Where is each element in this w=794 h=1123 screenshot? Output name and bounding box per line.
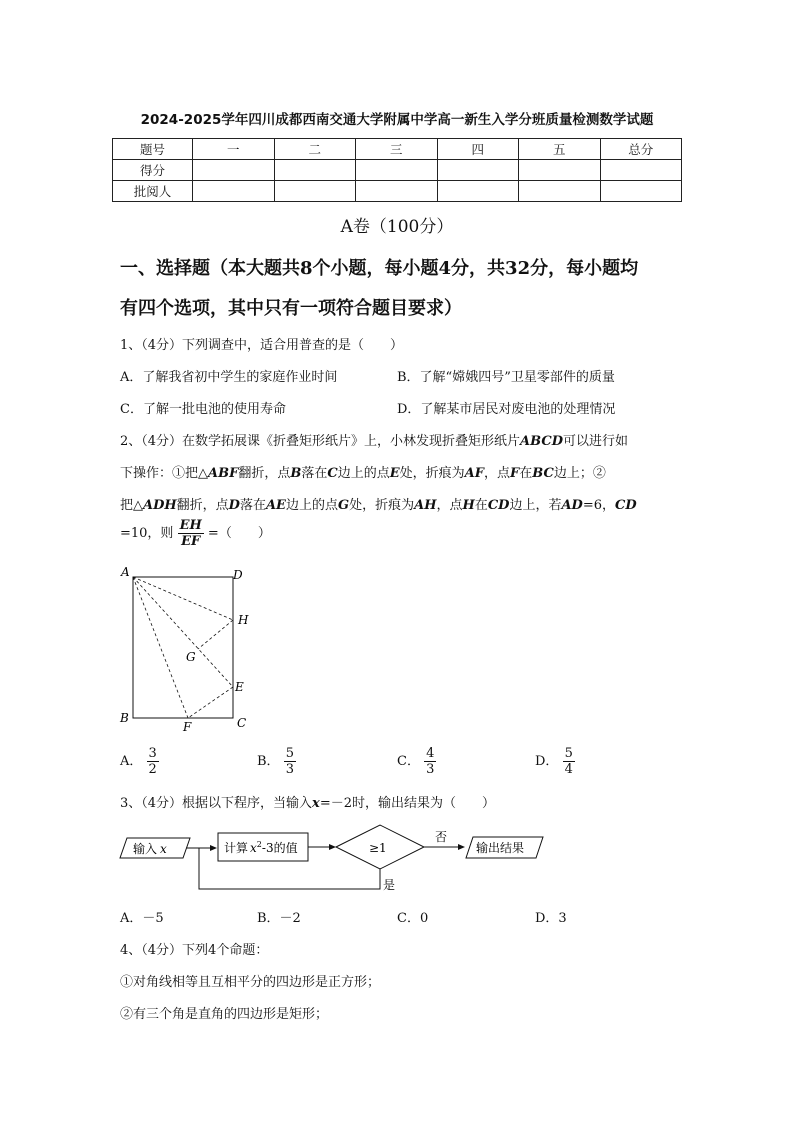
q2-text: 把△: [120, 498, 143, 513]
score-row-label: 批阅人: [113, 181, 193, 202]
q3-text: =－2时，输出结果为（ ）: [319, 796, 495, 811]
q2-line3: [120, 494, 637, 513]
q3-option-a[interactable]: A．－5: [120, 911, 164, 926]
part1-heading-line2: 有四个选项，其中只有一项符合题目要求）: [120, 298, 462, 319]
q2-option-c[interactable]: [397, 746, 436, 777]
score-header-cell: 题号: [113, 139, 193, 160]
score-header-cell: 五: [519, 139, 601, 160]
flow-compute-text: 计算 $x^2-3$的值: [224, 840, 298, 855]
fraction-numerator: EH: [179, 518, 202, 533]
q2-math: AF: [464, 466, 484, 481]
q2-text: 边上的点: [337, 466, 390, 481]
fraction-denominator: EF: [181, 534, 201, 549]
q3-option-c[interactable]: C．0: [397, 911, 429, 926]
q2-math: AH: [414, 498, 437, 513]
fraction-numerator: 3: [148, 746, 157, 761]
exam-title: 2024-2025学年四川成都西南交通大学附属中学高一新生入学分班质量检测数学试题: [140, 112, 654, 128]
part1-heading-line1: 一、选择题（本大题共8个小题，每小题4分，共32分，每小题均: [120, 258, 639, 279]
q3-text: 3、（4分）根据以下程序，当输入: [120, 796, 313, 811]
q2-math: BC: [532, 466, 554, 481]
flow-input-text: 输入 x: [133, 842, 167, 856]
fold-line-hg: [198, 620, 233, 649]
q2-text: 可以进行如: [562, 434, 628, 449]
score-cell[interactable]: [519, 160, 601, 181]
q2-text: 在: [519, 466, 533, 481]
label-d: D: [233, 568, 243, 582]
option-fraction: [424, 746, 436, 777]
q2-text: 翻折，点: [238, 466, 291, 481]
section-a-heading: A卷（100分）: [340, 217, 454, 237]
score-cell[interactable]: [600, 160, 682, 181]
label-b: B: [120, 711, 129, 725]
q2-math: G: [337, 498, 350, 513]
q2-text: 下操作：①把△: [120, 466, 208, 481]
q2-text: 边上的点: [285, 498, 338, 513]
q2-text: =（ ）: [207, 526, 271, 541]
score-cell[interactable]: [356, 181, 438, 202]
fraction-denominator: 3: [285, 762, 294, 777]
q1-stem: 1、（4分）下列调查中，适合用普查的是（ ）: [120, 338, 404, 353]
q4-statement-2: ②有三个角是直角的四边形是矩形；: [120, 1007, 329, 1022]
q2-text: 边上；②: [553, 466, 606, 481]
q2-text: =10，则: [120, 526, 174, 541]
fraction-denominator: 4: [564, 762, 573, 777]
q2-text: 2、（4分）在数学拓展课《折叠矩形纸片》上，小林发现折叠矩形纸片: [120, 434, 521, 449]
score-table: [112, 138, 682, 202]
q2-text: 边上，若: [509, 498, 562, 513]
q2-text: 落在: [301, 466, 328, 481]
q3-option-b[interactable]: B．－2: [257, 911, 301, 926]
q2-option-a[interactable]: [120, 746, 159, 777]
score-header-cell: 总分: [600, 139, 682, 160]
q2-option-b[interactable]: [257, 746, 296, 777]
flow-output-text: 输出结果: [476, 841, 525, 855]
score-cell[interactable]: [600, 181, 682, 202]
score-header-cell: 四: [437, 139, 519, 160]
q4-statement-1: ①对角线相等且互相平分的四边形是正方形；: [120, 975, 381, 990]
fraction-numerator: 5: [285, 746, 294, 761]
q1-option-d[interactable]: D．了解某市居民对废电池的处理情况: [397, 402, 616, 417]
score-cell[interactable]: [193, 160, 275, 181]
q1-option-b[interactable]: B．了解“嫦娥四号”卫星零部件的质量: [397, 370, 615, 385]
label-f: F: [183, 720, 192, 734]
q2-math: C: [327, 466, 338, 481]
q1-option-c[interactable]: C．了解一批电池的使用寿命: [120, 402, 286, 417]
q2-text: 处，折痕为: [399, 466, 465, 481]
fraction-denominator: 2: [148, 762, 157, 777]
q2-option-d[interactable]: [535, 746, 575, 777]
score-header-cell: 三: [356, 139, 438, 160]
option-letter: A．: [120, 754, 143, 769]
score-cell[interactable]: [274, 160, 356, 181]
score-table-header-row: [113, 139, 682, 160]
fraction-numerator: 5: [564, 746, 573, 761]
score-cell[interactable]: [274, 181, 356, 202]
q2-math: ADH: [143, 498, 177, 513]
q2-math: H: [462, 498, 475, 513]
q2-line4: [120, 518, 271, 549]
q2-text: =6，: [582, 498, 615, 513]
option-letter: D．: [535, 754, 559, 769]
score-row-label: 得分: [113, 160, 193, 181]
flow-condition-text: ≥1: [369, 841, 387, 855]
q2-math: B: [290, 466, 302, 481]
score-header-cell: 一: [193, 139, 275, 160]
flow-arrowhead: [210, 845, 217, 851]
label-a: A: [121, 565, 130, 579]
flow-arrowhead: [458, 844, 465, 850]
q3-stem: [120, 792, 495, 811]
q2-text: ，点: [436, 498, 463, 513]
q2-math: ABF: [208, 466, 239, 481]
score-cell[interactable]: [519, 181, 601, 202]
q2-text: 处，折痕为: [349, 498, 415, 513]
q3-option-d[interactable]: D．3: [535, 911, 567, 926]
option-letter: C．: [397, 754, 420, 769]
q2-math: F: [510, 466, 520, 481]
score-cell[interactable]: [356, 160, 438, 181]
flow-no-label: 否: [435, 830, 448, 844]
q2-math: ABCD: [520, 434, 563, 449]
flow-yes-label: 是: [383, 878, 396, 892]
q2-math: CD: [487, 498, 510, 513]
q2-line1: [120, 430, 628, 449]
q2-text: 翻折，点: [176, 498, 229, 513]
q2-text: ，点: [483, 466, 510, 481]
q3-flowchart: [115, 818, 555, 896]
score-table-row: [113, 160, 682, 181]
fraction-numerator: 4: [426, 746, 435, 761]
q4-stem: 4、（4分）下列4个命题：: [120, 943, 269, 958]
option-fraction: [147, 746, 159, 777]
label-e: E: [235, 680, 244, 694]
fold-line-ef: [188, 687, 233, 718]
fraction-denominator: 3: [426, 762, 435, 777]
q2-text: 落在: [239, 498, 266, 513]
q2-math: CD: [615, 498, 637, 513]
option-fraction: [563, 746, 575, 777]
fold-line-af: [133, 577, 188, 718]
q2-math: D: [228, 498, 240, 513]
fold-line-ah: [133, 577, 233, 620]
q3-math: x: [312, 796, 320, 811]
option-letter: B．: [257, 754, 280, 769]
label-g: G: [186, 650, 196, 664]
score-cell[interactable]: [437, 160, 519, 181]
label-c: C: [237, 716, 247, 730]
label-h: H: [238, 613, 249, 627]
q2-fraction: [178, 518, 204, 549]
q2-figure: [112, 562, 262, 738]
q1-option-a[interactable]: A．了解我省初中学生的家庭作业时间: [120, 370, 338, 385]
q2-math: E: [389, 466, 400, 481]
q2-line2: [120, 462, 606, 481]
q2-math: AE: [265, 498, 286, 513]
score-header-cell: 二: [274, 139, 356, 160]
score-cell[interactable]: [437, 181, 519, 202]
score-table-row: [113, 181, 682, 202]
option-fraction: [284, 746, 296, 777]
q2-text: 在: [474, 498, 488, 513]
q2-math: AD: [561, 498, 583, 513]
score-cell[interactable]: [193, 181, 275, 202]
